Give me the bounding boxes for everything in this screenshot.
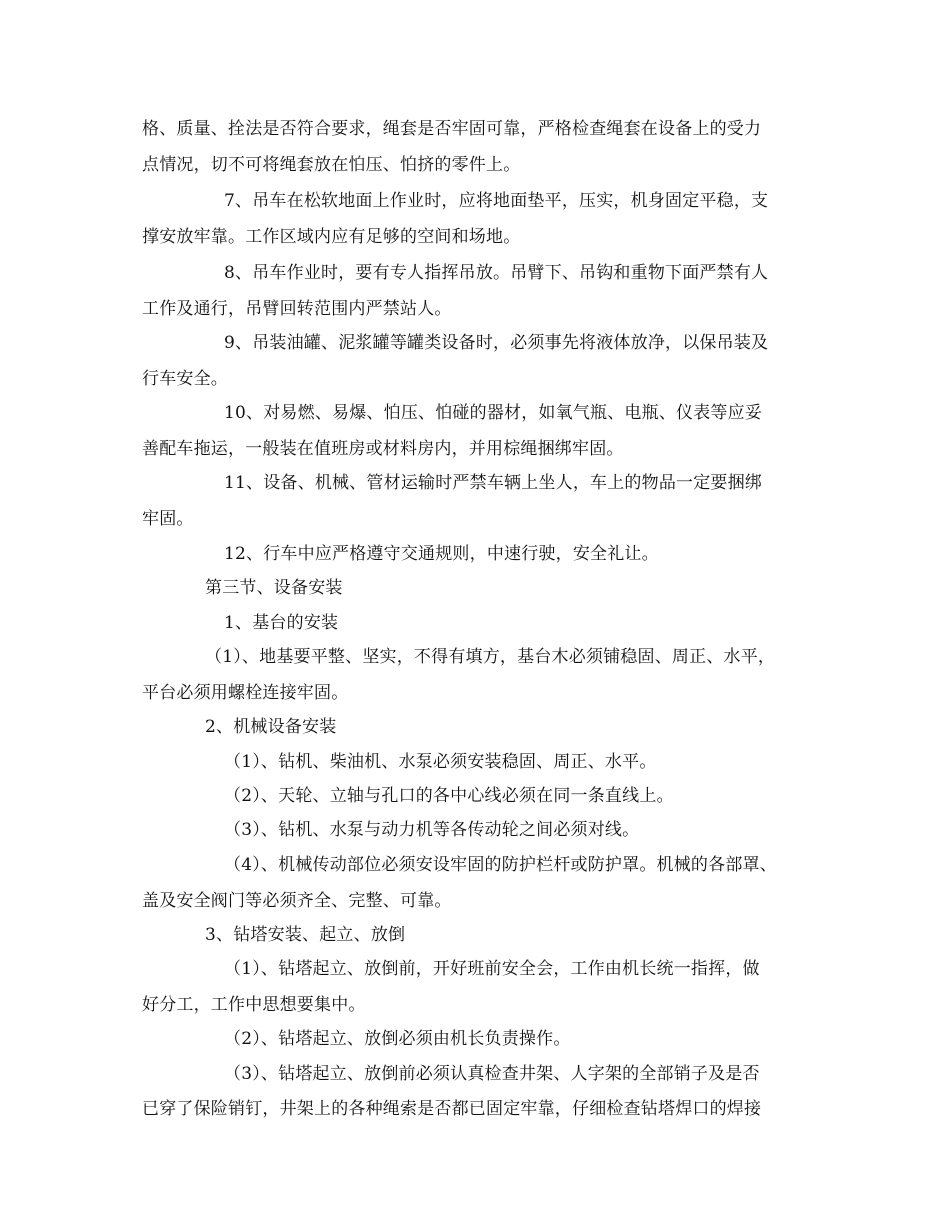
text-line: 7、吊车在松软地面上作业时，应将地面垫平，压实，机身固定平稳，支: [224, 191, 769, 211]
text-line: 点情况，切不可将绳套放在怕压、怕挤的零件上。: [142, 155, 521, 175]
text-line: 11、设备、机械、管材运输时严禁车辆上坐人，车上的物品一定要捆绑: [224, 473, 763, 493]
text-line: 撑安放牢靠。工作区域内应有足够的空间和场地。: [142, 227, 521, 247]
text-line: 牢固。: [142, 509, 194, 529]
subsection-heading: 3、钻塔安装、起立、放倒: [205, 925, 406, 945]
text-line: （2）、钻塔起立、放倒必须由机长负责操作。: [224, 1029, 571, 1049]
text-line: （1）、地基要平整、坚实，不得有填方，基台木必须铺稳固、周正、水平，: [205, 647, 776, 667]
text-line: 好分工，工作中思想要集中。: [142, 995, 366, 1015]
text-line: 8、吊车作业时，要有专人指挥吊放。吊臂下、吊钩和重物下面严禁有人: [224, 263, 769, 283]
text-line: 盖及安全阀门等必须齐全、完整、可靠。: [142, 891, 452, 911]
text-line: 平台必须用螺栓连接牢固。: [142, 683, 349, 703]
text-line: 行车安全。: [142, 369, 228, 389]
text-line: （4）、机械传动部位必须安设牢固的防护栏杆或防护罩。机械的各部罩、: [224, 855, 777, 875]
text-line: 工作及通行，吊臂回转范围内严禁站人。: [142, 299, 452, 319]
section-heading: 第三节、设备安装: [205, 578, 343, 598]
subsection-heading: 1、基台的安装: [224, 613, 339, 633]
text-line: 12、行车中应严格遵守交通规则，中速行驶，安全礼让。: [224, 544, 659, 564]
text-line: 已穿了保险销钉，井架上的各种绳索是否都已固定牢靠，仔细检查钻塔焊口的焊接: [142, 1099, 762, 1119]
text-line: 9、吊装油罐、泥浆罐等罐类设备时，必须事先将液体放净，以保吊装及: [224, 333, 769, 353]
text-line: （2）、天轮、立轴与孔口的各中心线必须在同一条直线上。: [224, 786, 674, 806]
text-line: 10、对易燃、易爆、怕压、怕碰的器材，如氧气瓶、电瓶、仪表等应妥: [224, 403, 763, 423]
text-line: （1）、钻机、柴油机、水泵必须安装稳固、周正、水平。: [224, 752, 657, 772]
text-line: （3）、钻机、水泵与动力机等各传动轮之间必须对线。: [224, 820, 640, 840]
text-line: 格、质量、拴法是否符合要求，绳套是否牢固可靠，严格检查绳套在设备上的受力: [142, 119, 762, 139]
subsection-heading: 2、机械设备安装: [205, 717, 337, 737]
text-line: （3）、钻塔起立、放倒前必须认真检查井架、人字架的全部销子及是否: [224, 1064, 760, 1084]
text-line: 善配车拖运，一般装在值班房或材料房内，并用棕绳捆绑牢固。: [142, 439, 624, 459]
text-line: （1）、钻塔起立、放倒前，开好班前安全会，工作由机长统一指挥，做: [224, 959, 760, 979]
